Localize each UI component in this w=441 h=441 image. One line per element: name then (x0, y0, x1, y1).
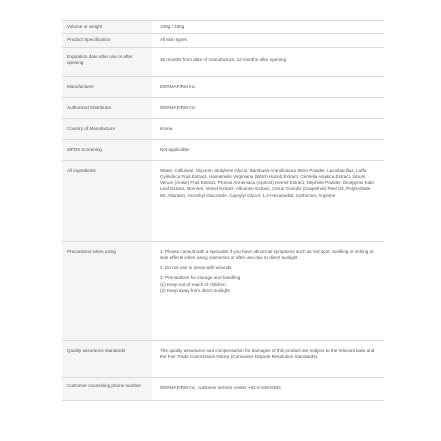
row-label: Country of Manufacture (62, 119, 152, 139)
table-row (62, 77, 384, 98)
table-row (62, 242, 384, 341)
row-label: MFDS Screening (62, 140, 152, 160)
precaution-paragraph: 2. Do not use in areas with wounds (160, 265, 232, 271)
row-value: DERMAFIRM Inc. (160, 83, 197, 89)
precaution-paragraph: 1. Please consult with a specialist if you have abnormal symptoms such as red spot, swelling or itching or side effects when using cosmetics or after use due to direct sunlight. (160, 248, 374, 260)
table-row (62, 48, 384, 77)
row-label: Expiration date after use or after opening (62, 48, 152, 76)
row-label: Quality assurance standards (62, 341, 152, 377)
row-value: Not applicable (160, 146, 190, 152)
row-label: Authorized Distributor (62, 98, 152, 118)
row-value-precautions (152, 242, 384, 340)
row-value: 36 months from date of manufacture, 12 months after opening (160, 56, 287, 62)
table-row (62, 378, 384, 401)
row-label: Precautions when using (62, 242, 152, 340)
row-label: All ingredients (62, 161, 152, 241)
row-label: Manufacturer (62, 77, 152, 97)
row-value: 100g / 250g (160, 24, 185, 29)
table-row (62, 34, 384, 47)
table-row (62, 161, 384, 242)
precaution-paragraph: 3. Precautions for storage and handling (1) Keep out of reach of children (2) Keep away from direct sunlight (160, 275, 241, 294)
row-value: The quality assurance and compensation for damages of this product are subject to the relevant laws and the Fair Trade Commission Notice (Consumer Dispute Resolution Standards). (160, 347, 375, 359)
row-label: Volume or weight (62, 21, 152, 33)
table-row (62, 98, 384, 119)
row-value: Korea (160, 125, 173, 131)
row-label: Customer counseling phone number (62, 378, 152, 400)
table-row (62, 21, 384, 34)
row-value: Water, Cellulose, Glycerin, Butylene Glycol, Bambusa Arundinacea Stem Powder, Lactobacillus, Luffa Cylindrica Fruit Extract, Hamamelis Virginiana (Witch Hazel) Extract, Centella Asiatica Extract, Ilicium Verum (Anise) Fruit Extract, Prunus Armeniaca (Apricot) Kernel Extract, Nephrite Powder, Diospyros Kaki Leaf Extract, Bornoel, Velvet Extract, Albumen Extract, Citrus Grandis (Grapefruit) Peel Oil, Polysorbate 60, Allantoin, Ascorbyl Glucoside, Caprylyl Glycol, 1,2-Hexanediol, Carbomer, Arginine (160, 167, 374, 198)
table-row (62, 341, 384, 378)
table-row (62, 119, 384, 140)
row-value: DERMAFIRM Inc. (160, 104, 197, 110)
row-value: All skin types (160, 37, 187, 43)
product-info-table (62, 20, 384, 401)
row-label: Product Specification (62, 34, 152, 46)
row-value: DERMAFIRM Inc. customer service center +82-2-545-6363 (160, 384, 281, 390)
table-row (62, 140, 384, 161)
